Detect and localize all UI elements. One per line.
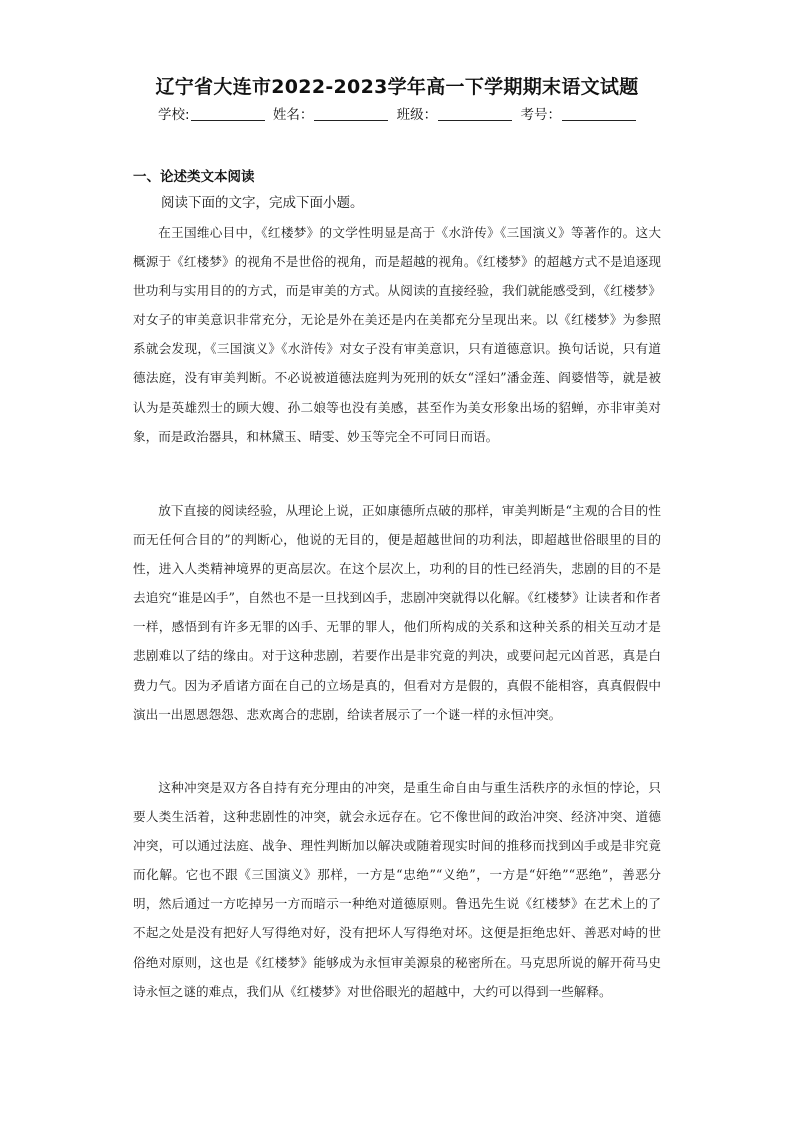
page-title: 辽宁省大连市2022-2023学年高一下学期期末语文试题 (155, 76, 639, 98)
name-blank[interactable] (314, 106, 388, 121)
name-field (273, 103, 389, 123)
class-blank[interactable] (438, 106, 512, 121)
passage-paragraph-2: 放下直接的阅读经验，从理论上说，正如康德所点破的那样，审美判断是“主观的合目的性而无任何合目的”的判断心，他说的无目的，便是超越世间的功利法，即超越世俗眼里的目的性，进入人类精神境界的更高层次。在这个层次上，功利的目的性已经消失，悲剧的目的不是去追究“谁是凶手”，自然也不是一旦找到凶手，悲剧冲突就得以化解。《红楼梦》让读者和作者一样，感悟到有许多无罪的凶手、无罪的罪人，他们所构成的关系和这种关系的相关互动才是悲剧难以了结的缘由。对于这种悲剧，若要作出是非究竟的判决，或要问起元凶首恶，真是白费力气。因为矛盾诸方面在自己的立场是真的，但看对方是假的，真假不能相容，真真假假中演出一出恩恩怨怨、悲欢离合的悲剧，给读者展示了一个谜一样的永恒冲突。 (133, 503, 661, 722)
student-info-line (0, 103, 794, 123)
reading-instruction: 阅读下面的文字，完成下面小题。 (161, 195, 364, 211)
school-field (158, 103, 265, 123)
passage-paragraph-3: 这种冲突是双方各自持有充分理由的冲突，是重生命自由与重生活秩序的永恒的悖论，只要人类生活着，这种悲剧性的冲突，就会永远存在。它不像世间的政治冲突、经济冲突、道德冲突，可以通过法庭、战争、理性判断加以解决或随着现实时间的推移而找到凶手或是非究竟而化解。它也不跟《三国演义》那样，一方是“忠绝”“义绝”，一方是“奸绝”“恶绝”，善恶分明，然后通过一方吃掉另一方而暗示一种绝对道德原则。鲁迅先生说《红楼梦》在艺术上的了不起之处是没有把好人写得绝对好，没有把坏人写得绝对坏。这便是拒绝忠奸、善恶对峙的世俗绝对原则，这也是《红楼梦》能够成为永恒审美源泉的秘密所在。马克思所说的解开荷马史诗永恒之谜的难点，我们从《红楼梦》对世俗眼光的超越中，大约可以得到一些解释。 (133, 780, 661, 999)
exam-number-blank[interactable] (562, 106, 636, 121)
exam-number-label: 考号： (520, 107, 561, 123)
name-label: 姓名： (272, 107, 314, 123)
section-heading: 一、论述类文本阅读 (133, 169, 255, 185)
school-blank[interactable] (191, 106, 265, 121)
school-label: 学校: (158, 107, 190, 123)
passage-paragraph-1: 在王国维心目中，《红楼梦》的文学性明显是高于《水浒传》《三国演义》等著作的。这大概源于《红楼梦》的视角不是世俗的视角，而是超越的视角。《红楼梦》的超越方式不是追逐现世功利与实用目的的方式，而是审美的方式。从阅读的直接经验，我们就能感受到，《红楼梦》对女子的审美意识非常充分，无论是外在美还是内在美都充分呈现出来。以《红楼梦》为参照系就会发现，《三国演义》《水浒传》对女子没有审美意识，只有道德意识。换句话说，只有道德法庭，没有审美判断。不必说被道德法庭判为死刑的妖女“淫妇”潘金莲、阎婆惜等，就是被认为是英雄烈士的顾大嫂、孙二娘等也没有美感，甚至作为美女形象出场的貂蝉，亦非审美对象，而是政治器具，和林黛玉、晴雯、妙玉等完全不可同日而语。 (133, 225, 661, 444)
class-label: 班级： (396, 107, 438, 123)
exam-number-field (520, 103, 636, 123)
class-field (397, 103, 513, 123)
